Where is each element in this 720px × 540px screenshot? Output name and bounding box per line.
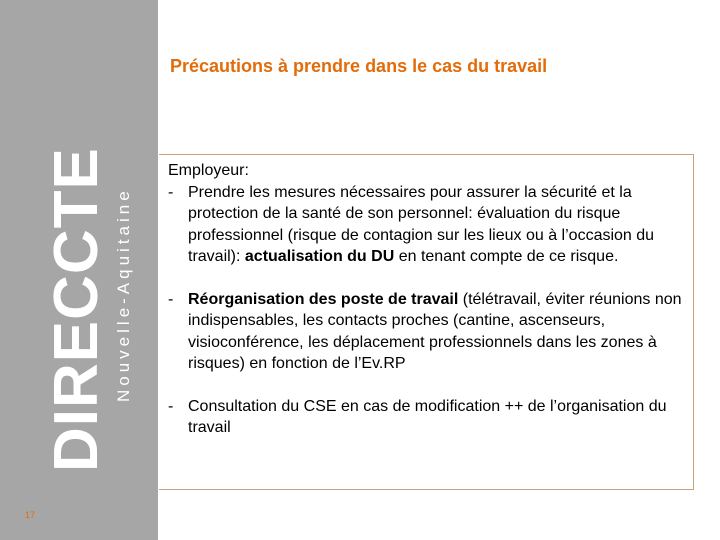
content-text xyxy=(168,160,690,439)
list-item xyxy=(168,396,690,439)
list-dash: - xyxy=(168,397,174,415)
list-item-text: Réorganisation des poste de travail (télétravail, éviter réunions non indispensables, les contacts proches (cantine, ascenseurs, visioconférence, les déplacement professionnels dans les zones à risques) en fonction de l’Ev.RP xyxy=(188,290,682,372)
list-item-text: Prendre les mesures nécessaires pour assurer la sécurité et la protection de la santé de son personnel: évaluation du risque professionnel (risque de contagion sur les lieux ou à l’occasion du travail): actualisation du DU en tenant compte de ce risque. xyxy=(188,183,655,265)
brand-region-text: Nouvelle-Aquitaine xyxy=(114,187,133,402)
employer-label: Employeur: xyxy=(168,162,249,179)
list-item xyxy=(168,289,690,375)
sidebar xyxy=(0,0,158,540)
brand-logo-text: DIRECCTE xyxy=(42,147,111,472)
list-dash: - xyxy=(168,290,174,308)
bold-highlight: actualisation du DU xyxy=(244,248,395,265)
slide-title: Précautions à prendre dans le cas du travail xyxy=(170,56,548,76)
bold-highlight: Réorganisation des poste de travail xyxy=(188,290,459,308)
list-item xyxy=(168,182,690,268)
page-number: 17 xyxy=(25,510,36,520)
list-item-text: Consultation du CSE en cas de modification ++ de l’organisation du travail xyxy=(188,397,667,436)
list-dash: - xyxy=(168,183,174,201)
